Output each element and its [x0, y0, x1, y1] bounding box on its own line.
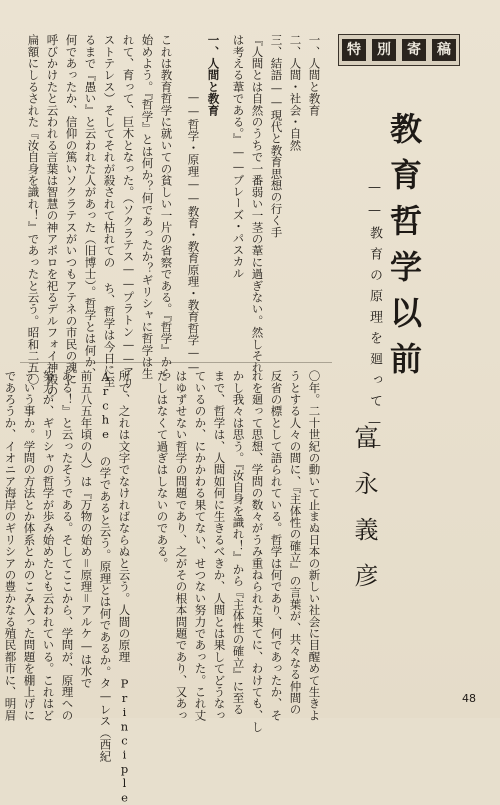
body-line: 〇年。二十世紀の動いて止まぬ日本の新しい社会に目醒めて生きよ — [307, 370, 322, 721]
section-heading: 一、人間と教育 — [206, 34, 221, 116]
body-line: 所で、之れは文字でなければならぬと云う。人間の原理 Principle — [117, 370, 132, 805]
article-subtitle: ——教育の原理を廻って—— — [367, 180, 382, 461]
author-name: 富永義彦 — [350, 425, 378, 609]
body-line: 前五八五年頃の人）は『万物の始め＝原理＝アルケ—は水で — [79, 370, 94, 689]
body-line: れて、育って、巨木となった。（ソクラテス——プラトン——アリ — [121, 34, 136, 390]
body-line: ういう事か。学問の方法とか体系とかのこみ入った問題を棚上げに — [22, 370, 37, 721]
body-line: れを廻って思想、学問の数々がうみ重ねられた果てに、わけても、し — [250, 370, 265, 733]
body-line: 努力が、ギリシャの哲学が歩み始めたとも云われている。これはど — [41, 370, 56, 721]
badge-char: 特 — [342, 39, 366, 61]
page-number: 48 — [462, 692, 476, 705]
section-subheading: ——哲学・原理——教育・教育原理・教育哲学—— — [186, 90, 201, 375]
badge-char: 別 — [372, 39, 396, 61]
toc-line: 一、人間と教育 — [307, 34, 322, 116]
epigraph-line: 『人間とは自然のうちで一番弱い一茎の葦に過ぎない。然しそれ — [250, 34, 265, 374]
body-line: かし我々は思う。『汝自身を識れ！』から『主体性の確立』に至る — [231, 370, 246, 716]
body-line: 始めよう。『哲学』とは何か？何であったか？ギリシャに哲学は生 — [140, 34, 155, 380]
body-line: ているのか、にかかわる果てない、せつない努力であった。これ丈 — [193, 370, 208, 721]
badge-char: 稿 — [432, 39, 456, 61]
body-line: これは教育哲学に就いての貧しい一片の省察である。『哲学』から — [159, 34, 174, 380]
body-line: うとする人々の間に、『主体性の確立』の言葉が、共々なる仲間の — [288, 370, 303, 716]
toc-line: 三、結語——現代と教育思想の行く手 — [269, 34, 284, 238]
body-line: 扁額にしるされた『汝自身を識れ！』であったと云う。昭和二五〇 — [26, 34, 41, 385]
section-divider — [20, 362, 332, 363]
body-line: るまで『愚い』と云われた人があった（旧博士）。哲学とは何か、 — [83, 34, 98, 380]
body-line: はゆずせない哲学の問題であり、之がその根本問題であり、又あっ — [174, 370, 189, 721]
body-line: まで、哲学は、人間如何に生きるべきか、人間とは果してどうなっ — [212, 370, 227, 721]
body-line: であろうか、イオニア海岸のギリシアの豊かなる殖民都市に、明眉 — [3, 370, 18, 721]
badge-char: 寄 — [402, 39, 426, 61]
toc-line: 二、人間・社会・自然 — [288, 34, 303, 151]
body-line: ある！』と云ったそうである。そしてここから、学問が、原理への — [60, 370, 75, 721]
article-title: 教育哲学以前 — [385, 112, 423, 388]
body-line: 呼びかけたと云われる言葉は智慧の神アポロを祀るデルフォイ神殿の — [45, 34, 60, 397]
special-contribution-badge — [338, 34, 460, 66]
body-line: 何であったか、信仰の篤いソクラテスがいつもアテネの市民の魂に — [64, 34, 79, 385]
body-line: 反省の標として語られている。哲学は何であり、何であったか、そ — [269, 370, 284, 721]
body-line: たしはなくて過ぎはしないのである。 — [155, 370, 170, 569]
body-line: ストテレス）そしてそれが殺されて枯れての ち、哲学は今日に至 — [102, 34, 117, 388]
epigraph-line: は考える葦である。』——ブレーズ・パスカル — [231, 34, 246, 279]
body-line: Arche の学であると云う。原理とは何であるか。タ—レス（西紀 — [98, 370, 113, 762]
